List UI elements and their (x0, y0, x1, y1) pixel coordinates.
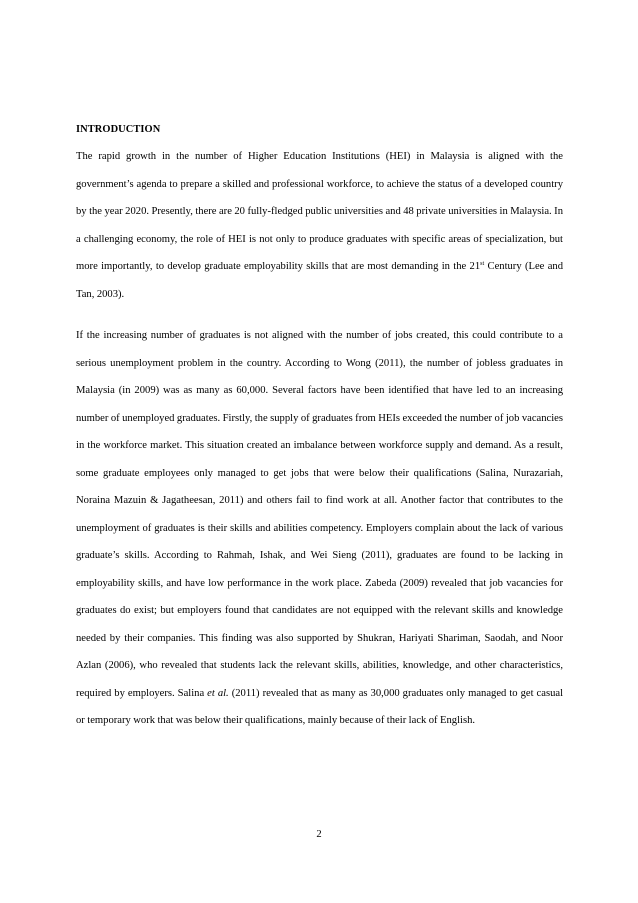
italic-citation: et al. (207, 687, 229, 699)
paragraph-introduction (76, 143, 563, 308)
ordinal-superscript: st (480, 261, 485, 267)
paragraph-text: Century (Lee and Tan, 2003). (76, 261, 563, 300)
paragraph-text: If the increasing number of graduates is not aligned with the number of jobs created, this could contribute to a serious unemployment problem in the country. According to Wong (2011), the number of jobless graduates in Malaysia (in 2009) was as many as 60,000. Several factors have been identified that have led to an increasing number of unemployed graduates. Firstly, the supply of graduates from HEIs exceeded the number of job vacancies in the workforce market. This situation created an imbalance between workforce supply and demand. As a result, some graduate employees only managed to get jobs that were below their qualifications (Salina, Nurazariah, Noraina Mazuin & Jagatheesan, 2011) and others fail to find work at all. Another factor that contributes to the unemployment of graduates is their skills and abilities competency. Employers complain about the lack of various graduate’s skills. According to Rahmah, Ishak, and Wei Sieng (2011), graduates are found to be lacking in employability skills, and have low performance in the work place. Zabeda (2009) revealed that job vacancies for graduates do exist; but employers found that candidates are not equipped with the relevant skills and knowledge needed by their companies. This finding was also supported by Shukran, Hariyati Shariman, Saodah, and Noor Azlan (2006), who revealed that students lack the relevant skills, abilities, knowledge, and other characteristics, required by employers. Salina (76, 330, 563, 699)
paragraph-text: (2011) revealed that as many as 30,000 graduates only managed to get casual or temporary work that was below their qualifications, mainly because of their lack of English. (76, 687, 564, 726)
paragraph-unemployment (76, 322, 563, 735)
paragraph-text: The rapid growth in the number of Higher Education Institutions (HEI) in Malaysia is aligned with the government’s agenda to prepare a skilled and professional workforce, to achieve the status of a developed country by the year 2020. Presently, there are 20 fully-fledged public universities and 48 private universities in Malaysia. In a challenging economy, the role of HEI is not only to produce graduates with specific areas of specialization, but more importantly, to develop graduate employability skills that are most demanding in the 21 (76, 151, 563, 272)
page-number: 2 (316, 829, 322, 840)
section-heading: INTRODUCTION (76, 124, 161, 135)
